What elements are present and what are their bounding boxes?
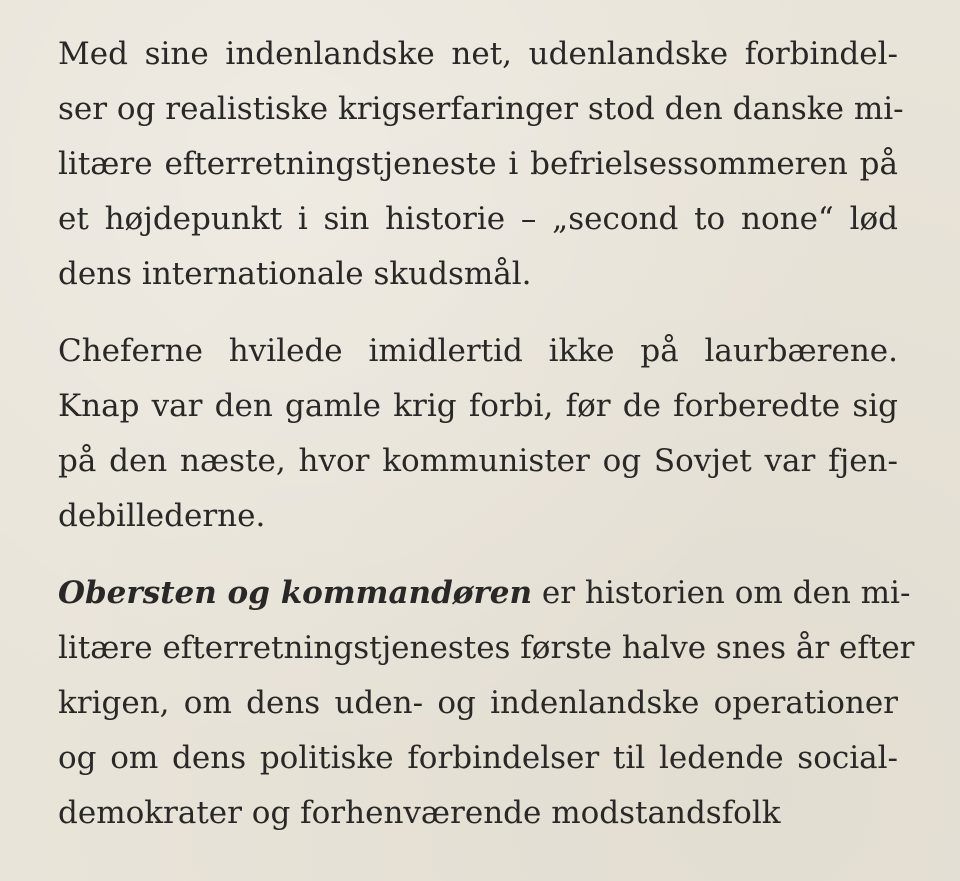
text-line: et højdepunkt i sin historie – „second to none“ lød <box>58 201 898 237</box>
text-line: ser og realistiske krigserfaringer stod den danske mi- <box>58 91 904 127</box>
first-line-rest: er historien om den mi- <box>541 575 911 611</box>
text-line: debillederne. <box>58 498 266 534</box>
paragraph-3 <box>58 566 915 841</box>
book-title: Obersten og kommandøren <box>58 575 533 611</box>
text-line: litære efterretningstjenestes første halve snes år efter <box>58 630 915 666</box>
text-line-with-title <box>58 566 911 621</box>
text-line: dens internationale skudsmål. <box>58 256 532 292</box>
text-line: krigen, om dens uden- og indenlandske operationer <box>58 685 898 721</box>
text-line: Med sine indenlandske net, udenlandske forbindel- <box>58 36 898 72</box>
text-line: Cheferne hvilede imidlertid ikke på laurbærene. <box>58 333 898 369</box>
text-line: Knap var den gamle krig forbi, før de forberedte sig <box>58 388 898 424</box>
paragraph-1 <box>58 27 904 302</box>
text-line: demokrater og forhenværende modstandsfolk <box>58 795 781 831</box>
text-line: på den næste, hvor kommunister og Sovjet var fjen- <box>58 443 898 479</box>
blurb-text <box>58 27 915 841</box>
text-line: og om dens politiske forbindelser til ledende social- <box>58 740 898 776</box>
text-line: litære efterretningstjeneste i befrielsessommeren på <box>58 146 898 182</box>
paragraph-2 <box>58 324 898 544</box>
